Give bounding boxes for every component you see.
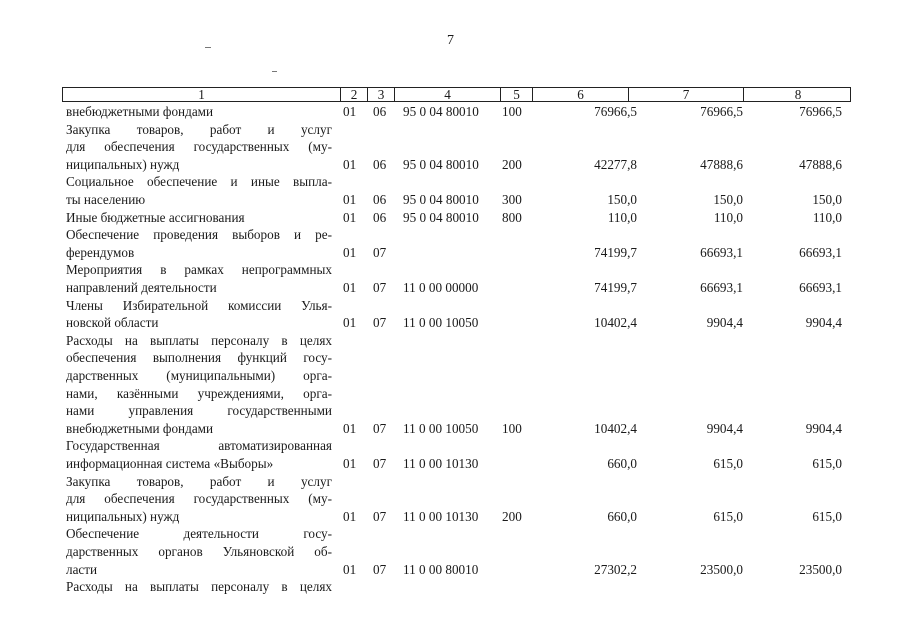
amount-col-6: 110,0 bbox=[607, 209, 637, 225]
table-header bbox=[62, 87, 851, 102]
expense-type-code: 100 bbox=[502, 420, 522, 436]
amount-col-6: 10402,4 bbox=[594, 420, 637, 436]
target-article-code: 95 0 04 80010 bbox=[403, 104, 479, 119]
subsection-code: 06 bbox=[373, 192, 387, 207]
subsection-code: 07 bbox=[373, 456, 387, 471]
row-description-line: направлений деятельности bbox=[66, 280, 217, 295]
amount-col-6: 660,0 bbox=[607, 456, 637, 471]
section-code: 01 bbox=[343, 456, 357, 471]
expense-type-code: 100 bbox=[502, 104, 522, 119]
row-description-line: ты населению bbox=[66, 192, 146, 207]
row-description-line: Закупка товаров, работ и услуг bbox=[66, 121, 332, 137]
amount-col-6: 10402,4 bbox=[594, 315, 637, 331]
target-article-code: 95 0 04 80010 bbox=[403, 192, 479, 207]
header-col-8: 8 bbox=[743, 87, 852, 102]
amount-col-7: 76966,5 bbox=[700, 104, 743, 119]
section-code: 01 bbox=[343, 192, 357, 207]
amount-col-7 bbox=[640, 578, 743, 595]
amount-col-7: 110,0 bbox=[713, 209, 743, 225]
amount-col-7: 615,0 bbox=[713, 508, 743, 524]
header-col-6: 6 bbox=[532, 87, 628, 102]
amount-col-7: 9904,4 bbox=[706, 315, 743, 331]
subsection-code: 06 bbox=[373, 156, 387, 172]
amount-col-6: 74199,7 bbox=[594, 280, 637, 295]
expense-type-code bbox=[502, 279, 530, 296]
section-code: 01 bbox=[343, 244, 357, 260]
section-code: 01 bbox=[343, 315, 357, 331]
row-description-line: Расходы на выплаты персоналу в целях bbox=[66, 332, 332, 348]
section-code: 01 bbox=[343, 280, 357, 295]
subsection-code: 07 bbox=[373, 508, 387, 524]
expense-type-code: 200 bbox=[502, 508, 522, 524]
row-description-line: Иные бюджетные ассигнования bbox=[66, 209, 245, 225]
target-article-code: 11 0 00 10130 bbox=[403, 508, 479, 524]
expense-type-code: 300 bbox=[502, 192, 522, 207]
target-article-code: 11 0 00 80010 bbox=[403, 561, 479, 577]
section-code bbox=[343, 578, 365, 595]
header-col-7: 7 bbox=[628, 87, 743, 102]
row-description-line: дарственных органов Ульяновской об- bbox=[66, 544, 332, 559]
amount-col-6: 27302,2 bbox=[594, 561, 637, 577]
expense-type-code: 200 bbox=[502, 156, 522, 172]
row-description-line: внебюджетными фондами bbox=[66, 420, 214, 436]
amount-col-8: 110,0 bbox=[812, 209, 842, 225]
section-code: 01 bbox=[343, 156, 357, 172]
amount-col-7: 66693,1 bbox=[700, 244, 743, 260]
amount-col-7: 47888,6 bbox=[700, 156, 743, 172]
scan-mark bbox=[205, 47, 211, 48]
section-code: 01 bbox=[343, 508, 357, 524]
amount-col-6: 76966,5 bbox=[594, 104, 637, 119]
row-description-line: для обеспечения государственных (му- bbox=[66, 491, 332, 507]
header-col-5: 5 bbox=[500, 87, 532, 102]
row-description-line: ниципальных) нужд bbox=[66, 508, 180, 524]
row-description-line: нами управления государственными bbox=[66, 403, 332, 419]
subsection-code: 06 bbox=[373, 209, 387, 225]
row-description-line: ферендумов bbox=[66, 244, 135, 260]
amount-col-8: 9904,4 bbox=[805, 420, 842, 436]
row-description-line: для обеспечения государственных (му- bbox=[66, 139, 332, 155]
target-article-code bbox=[403, 244, 499, 261]
expense-type-code: 800 bbox=[502, 209, 522, 225]
expense-type-code bbox=[502, 578, 530, 595]
amount-col-8: 66693,1 bbox=[799, 280, 842, 295]
row-description-line: дарственных (муниципальными) орга- bbox=[66, 368, 332, 383]
subsection-code bbox=[373, 578, 395, 595]
row-description-line: Государственная автоматизированная bbox=[66, 438, 332, 454]
amount-col-8: 23500,0 bbox=[799, 561, 842, 577]
amount-col-8: 76966,5 bbox=[799, 104, 842, 119]
target-article-code: 95 0 04 80010 bbox=[403, 156, 479, 172]
amount-col-7: 23500,0 bbox=[700, 561, 743, 577]
scan-mark bbox=[272, 71, 277, 72]
amount-col-6: 660,0 bbox=[607, 508, 637, 524]
row-description-line: Социальное обеспечение и иные выпла- bbox=[66, 174, 332, 190]
header-col-3: 3 bbox=[367, 87, 394, 102]
target-article-code bbox=[403, 578, 499, 595]
amount-col-8 bbox=[745, 578, 842, 595]
amount-col-6: 42277,8 bbox=[594, 156, 637, 172]
target-article-code: 11 0 00 10050 bbox=[403, 420, 479, 436]
row-description-line: обеспечения выполнения функций госу- bbox=[66, 350, 332, 366]
subsection-code: 07 bbox=[373, 315, 387, 331]
row-description-line: ниципальных) нужд bbox=[66, 156, 180, 172]
amount-col-7: 615,0 bbox=[713, 456, 743, 471]
subsection-code: 07 bbox=[373, 280, 387, 295]
amount-col-6: 74199,7 bbox=[594, 244, 637, 260]
amount-col-8: 615,0 bbox=[812, 456, 842, 471]
header-col-4: 4 bbox=[394, 87, 500, 102]
section-code: 01 bbox=[343, 104, 357, 119]
target-article-code: 11 0 00 10050 bbox=[403, 315, 479, 331]
row-description-line: нами, казёнными учреждениями, орга- bbox=[66, 385, 332, 401]
row-description-line: новской области bbox=[66, 315, 159, 331]
amount-col-7: 9904,4 bbox=[706, 420, 743, 436]
section-code: 01 bbox=[343, 209, 357, 225]
subsection-code: 06 bbox=[373, 104, 387, 119]
target-article-code: 95 0 04 80010 bbox=[403, 209, 479, 225]
amount-col-8: 47888,6 bbox=[799, 156, 842, 172]
header-col-2: 2 bbox=[340, 87, 367, 102]
target-article-code: 11 0 00 10130 bbox=[403, 456, 479, 471]
expense-type-code bbox=[502, 455, 530, 472]
subsection-code: 07 bbox=[373, 561, 387, 577]
row-description-line: Обеспечение деятельности госу- bbox=[66, 526, 332, 542]
page-number: 7 bbox=[447, 33, 454, 48]
section-code: 01 bbox=[343, 420, 357, 436]
subsection-code: 07 bbox=[373, 244, 387, 260]
expense-type-code bbox=[502, 314, 530, 331]
target-article-code: 11 0 00 00000 bbox=[403, 280, 479, 295]
amount-col-8: 66693,1 bbox=[799, 244, 842, 260]
subsection-code: 07 bbox=[373, 420, 387, 436]
row-description-line: Обеспечение проведения выборов и ре- bbox=[66, 227, 332, 243]
row-description-line: Члены Избирательной комиссии Улья- bbox=[66, 297, 332, 313]
row-description-line: Мероприятия в рамках непрограммных bbox=[66, 262, 332, 278]
header-col-1: 1 bbox=[198, 87, 205, 102]
amount-col-7: 66693,1 bbox=[700, 280, 743, 295]
amount-col-8: 150,0 bbox=[812, 192, 842, 207]
amount-col-8: 9904,4 bbox=[805, 315, 842, 331]
row-description-line: информационная система «Выборы» bbox=[66, 456, 274, 471]
section-code: 01 bbox=[343, 561, 357, 577]
amount-col-7: 150,0 bbox=[713, 192, 743, 207]
amount-col-6: 150,0 bbox=[607, 192, 637, 207]
amount-col-8: 615,0 bbox=[812, 508, 842, 524]
amount-col-6 bbox=[537, 578, 637, 595]
row-description-line: ласти bbox=[66, 561, 98, 577]
row-description-line: Закупка товаров, работ и услуг bbox=[66, 473, 332, 489]
row-description-line: Расходы на выплаты персоналу в целях bbox=[66, 579, 332, 595]
expense-type-code bbox=[502, 561, 530, 578]
row-description-line: внебюджетными фондами bbox=[66, 104, 214, 119]
expense-type-code bbox=[502, 244, 530, 261]
